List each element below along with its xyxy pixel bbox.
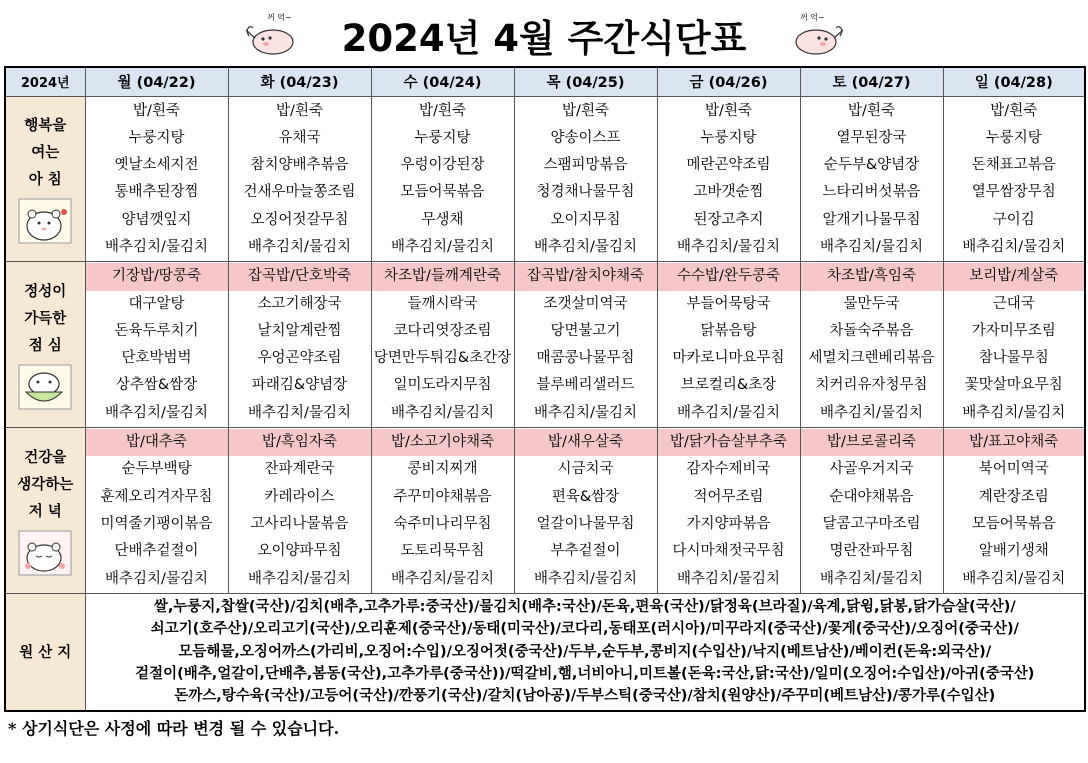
- dish-item: 느타리버섯볶음: [822, 184, 921, 201]
- dish-item: 무생채: [421, 211, 464, 228]
- origin-line: 돈까스,탕수육(국산)/고등어(국산)/깐풍기(국산)/갈치(남아공)/두부스틱(중국산)/참치(원양산)/주꾸미(베트남산)/콩가루(수입산): [174, 688, 996, 705]
- hamster-sleeping-icon: [18, 530, 72, 576]
- hamster-mascot-icon: [786, 10, 846, 58]
- dish-item: 얼갈이나물무침: [536, 515, 635, 532]
- hamster-bowl-icon: [18, 364, 72, 410]
- dish-item: 된장고추지: [693, 211, 764, 228]
- weekly-menu-table: [4, 66, 1086, 712]
- day-menu-cell: [800, 262, 943, 428]
- day-menu-cell: [514, 428, 657, 594]
- dish-item: 양송이스프: [550, 129, 621, 146]
- rice-porridge-item: 밥/소고기야채죽: [372, 429, 514, 456]
- rice-porridge-item: 밥/브로콜리죽: [801, 429, 943, 456]
- dish-item: 고사리나물볶음: [250, 515, 349, 532]
- dish-item: 가자미무조림: [971, 322, 1056, 339]
- day-header: 화 (04/23): [228, 67, 371, 96]
- dish-item: 알개기나물무침: [822, 211, 921, 228]
- dish-item: 대구알탕: [128, 295, 185, 312]
- dish-item: 근대국: [992, 295, 1035, 312]
- dish-item: 사골우거지국: [829, 461, 914, 478]
- dish-item: 미역줄기팽이볶음: [100, 515, 213, 532]
- day-menu-cell: [228, 96, 371, 262]
- dish-item: 배추김치/물김치: [962, 238, 1066, 255]
- rice-porridge-item: 차조밥/들깨계란죽: [372, 263, 514, 290]
- rice-porridge-item: 밥/흑임자죽: [229, 429, 371, 456]
- dish-item: 배추김치/물김치: [105, 570, 208, 587]
- dish-item: 배추김치/물김치: [391, 404, 494, 421]
- dish-item: 치커리유자청무침: [815, 377, 928, 394]
- hamster-waving-icon: [18, 198, 72, 244]
- dish-item: 고바갯순찜: [693, 184, 764, 201]
- rice-porridge-item: 밥/흰죽: [848, 102, 895, 119]
- day-header: 목 (04/25): [514, 67, 657, 96]
- dish-item: 모듬어묵볶음: [971, 515, 1056, 532]
- dish-item: 배추김치/물김치: [105, 404, 208, 421]
- dish-item: 청경채나물무침: [536, 184, 635, 201]
- origin-line: 쌀,누룽지,찹쌀(국산)/김치(배추,고추가루:중국산)/물김치(배추:국산)/돈육,편육(국산)/닭정육(브라질)/육계,닭윙,닭봉,닭가슴살(국산)/: [153, 598, 1016, 615]
- dish-item: 다시마채젓국무침: [672, 543, 785, 560]
- day-menu-cell: [371, 428, 514, 594]
- rice-porridge-item: 밥/표고야채죽: [944, 429, 1085, 456]
- dish-item: 참나물무침: [978, 350, 1049, 367]
- dish-item: 스팸피망볶음: [543, 157, 628, 174]
- dish-item: 배추김치/물김치: [677, 570, 780, 587]
- meal-label-line: 여는: [31, 145, 60, 162]
- origin-label: 원 산 지: [5, 593, 85, 711]
- dish-item: 통배추된장찜: [114, 184, 199, 201]
- dish-item: 오징어젓갈무침: [250, 211, 349, 228]
- dish-item: 꽃맛살마요무침: [964, 377, 1063, 394]
- day-menu-cell: [657, 96, 800, 262]
- rice-porridge-item: 기장밥/땅콩죽: [86, 263, 228, 290]
- meal-label-line: 건강을: [24, 449, 67, 466]
- dish-item: 배추김치/물김치: [248, 238, 351, 255]
- day-menu-cell: [85, 262, 228, 428]
- dish-item: 배추김치/물김치: [391, 570, 494, 587]
- day-menu-cell: [371, 96, 514, 262]
- dish-item: 북어미역국: [978, 461, 1049, 478]
- day-menu-cell: [943, 96, 1085, 262]
- dish-item: 배추김치/물김치: [534, 238, 637, 255]
- title-row: [0, 0, 1088, 64]
- dish-item: 숙주미나리무침: [393, 515, 492, 532]
- day-menu-cell: [85, 96, 228, 262]
- dish-item: 우엉곤약조림: [257, 350, 342, 367]
- dish-item: 부들어묵탕국: [686, 295, 771, 312]
- dish-item: 부추겉절이: [550, 543, 621, 560]
- rice-porridge-item: 밥/새우살죽: [515, 429, 657, 456]
- origin-line: 모듬해물,오징어까스(가리비,오징어:수입)/오징어젓(중국산)/두부,순두부,콩비지(수입산)/낙지(베트남산)/베이컨(돈육:외국산)/: [178, 643, 992, 660]
- meal-label-line: 점 심: [28, 338, 62, 355]
- rice-porridge-item: 밥/흰죽: [419, 102, 466, 119]
- dish-item: 배추김치/물김치: [677, 404, 780, 421]
- meal-row: [5, 428, 1085, 594]
- rice-porridge-item: 밥/흰죽: [133, 102, 180, 119]
- dish-item: 배추김치/물김치: [248, 404, 351, 421]
- dish-item: 브로컬리&초장: [680, 377, 777, 394]
- footnote: * 상기식단은 사정에 따라 변경 될 수 있습니다.: [8, 719, 340, 738]
- dish-item: 훈제오리겨자무침: [100, 488, 213, 505]
- meal-label-line: 행복을: [24, 118, 67, 135]
- dish-item: 순대야채볶음: [829, 488, 914, 505]
- dish-item: 닭볶음탕: [700, 322, 757, 339]
- dish-item: 배추김치/물김치: [820, 570, 923, 587]
- dish-item: 조갯살미역국: [543, 295, 628, 312]
- dish-item: 잔파계란국: [264, 461, 335, 478]
- dish-item: 카레라이스: [264, 488, 335, 505]
- dish-item: 파래김&양념장: [251, 377, 348, 394]
- meal-label: [5, 262, 85, 428]
- meal-label-line: 저 녁: [28, 503, 62, 520]
- day-menu-cell: [228, 428, 371, 594]
- page-title: 2024년 4월 주간식단표: [341, 17, 747, 60]
- dish-item: 배추김치/물김치: [105, 238, 208, 255]
- day-menu-cell: [800, 96, 943, 262]
- day-menu-cell: [371, 262, 514, 428]
- meal-label-line: 아 침: [28, 172, 62, 189]
- day-menu-cell: [657, 428, 800, 594]
- dish-item: 순두부백탕: [121, 461, 192, 478]
- dish-item: 소고기해장국: [257, 295, 342, 312]
- rice-porridge-item: 밥/흰죽: [705, 102, 752, 119]
- dish-item: 열무쌈장무침: [971, 184, 1056, 201]
- rice-porridge-item: 밥/흰죽: [562, 102, 609, 119]
- dish-item: 달콤고구마조림: [822, 515, 921, 532]
- rice-porridge-item: 수수밥/완두콩죽: [658, 263, 800, 290]
- dish-item: 오이지무침: [550, 211, 621, 228]
- rice-porridge-item: 밥/대추죽: [86, 429, 228, 456]
- header-row: [5, 67, 1085, 96]
- dish-item: 적어무조림: [693, 488, 764, 505]
- dish-item: 명란잔파무침: [829, 543, 914, 560]
- dish-item: 계란장조림: [978, 488, 1049, 505]
- year-header: 2024년: [5, 67, 85, 96]
- day-menu-cell: [514, 96, 657, 262]
- meal-label-line: 생각하는: [17, 476, 74, 493]
- dish-item: 물만두국: [843, 295, 900, 312]
- dish-item: 세멸치크렌베리볶음: [808, 350, 935, 367]
- dish-item: 단호박범벅: [121, 350, 192, 367]
- dish-item: 감자수제비국: [686, 461, 771, 478]
- day-header: 월 (04/22): [85, 67, 228, 96]
- rice-porridge-item: 밥/닭가슴살부추죽: [658, 429, 800, 456]
- dish-item: 순두부&양념장: [823, 157, 920, 174]
- dish-item: 매콤콩나물무침: [536, 350, 635, 367]
- dish-item: 당면불고기: [550, 322, 621, 339]
- dish-item: 배추김치/물김치: [677, 238, 780, 255]
- dish-item: 배추김치/물김치: [534, 570, 637, 587]
- dish-item: 건새우마늘쫑조림: [243, 184, 356, 201]
- dish-item: 배추김치/물김치: [820, 238, 923, 255]
- day-header: 토 (04/27): [800, 67, 943, 96]
- dish-item: 들깨시락국: [407, 295, 478, 312]
- day-menu-cell: [657, 262, 800, 428]
- dish-item: 블루베리샐러드: [536, 377, 635, 394]
- meal-row: [5, 262, 1085, 428]
- rice-porridge-item: 보리밥/게살죽: [944, 263, 1085, 290]
- dish-item: 배추김치/물김치: [820, 404, 923, 421]
- dish-item: 메란곤약조림: [686, 157, 771, 174]
- dish-item: 일미도라지무침: [393, 377, 492, 394]
- dish-item: 누룽지탕: [700, 129, 757, 146]
- dish-item: 옛날소세지전: [114, 157, 199, 174]
- origin-list: [85, 593, 1085, 711]
- dish-item: 유채국: [278, 129, 321, 146]
- origin-line: 겉절이(배추,얼갈이,단배추,봄동(국산),고추가루(중국산))/떡갈비,햄,너비아니,미트볼(돈육:국산,닭:국산)/일미(오징어:수입산)/아귀(중국산): [135, 666, 1035, 683]
- day-menu-cell: [85, 428, 228, 594]
- rice-porridge-item: 밥/흰죽: [990, 102, 1038, 119]
- dish-item: 배추김치/물김치: [391, 238, 494, 255]
- dish-item: 코다리엿장조림: [393, 322, 492, 339]
- dish-item: 참치양배추볶음: [250, 157, 349, 174]
- dish-item: 차돌숙주볶음: [829, 322, 914, 339]
- day-menu-cell: [800, 428, 943, 594]
- dish-item: 상추쌈&쌈장: [115, 377, 198, 394]
- rice-porridge-item: 밥/흰죽: [276, 102, 323, 119]
- meal-label: [5, 428, 85, 594]
- dish-item: 날치알계란찜: [257, 322, 342, 339]
- rice-porridge-item: 차조밥/흑임죽: [801, 263, 943, 290]
- rice-porridge-item: 잡곡밥/참치야채죽: [515, 263, 657, 290]
- day-header: 수 (04/24): [371, 67, 514, 96]
- meal-label-line: 가득한: [24, 311, 67, 328]
- dish-item: 당면만두튀김&초간장: [373, 350, 512, 367]
- meal-label-line: 정성이: [24, 284, 67, 301]
- dish-item: 양념깻잎지: [121, 211, 192, 228]
- day-menu-cell: [514, 262, 657, 428]
- dish-item: 배추김치/물김치: [248, 570, 351, 587]
- dish-item: 오이양파무침: [257, 543, 342, 560]
- dish-item: 알배기생채: [978, 543, 1049, 560]
- dish-item: 단배추겉절이: [114, 543, 199, 560]
- day-menu-cell: [228, 262, 371, 428]
- dish-item: 주꾸미야채볶음: [393, 488, 492, 505]
- dish-item: 누룽지탕: [128, 129, 185, 146]
- dish-item: 모듬어묵볶음: [400, 184, 485, 201]
- day-menu-cell: [943, 428, 1085, 594]
- dish-item: 도토리묵무침: [400, 543, 485, 560]
- origin-line: 쇠고기(호주산)/오리고기(국산)/오리훈제(중국산)/동태(미국산)/코다리,동태포(러시아)/미꾸라지(중국산)/꽃게(중국산)/오징어(중국산)/: [150, 621, 1019, 638]
- dish-item: 마카로니마요무침: [672, 350, 785, 367]
- dish-item: 우렁이강된장: [400, 157, 485, 174]
- dish-item: 열무된장국: [836, 129, 907, 146]
- day-header: 일 (04/28): [943, 67, 1085, 96]
- dish-item: 배추김치/물김치: [962, 570, 1066, 587]
- origin-row: [5, 593, 1085, 711]
- rice-porridge-item: 잡곡밥/단호박죽: [229, 263, 371, 290]
- dish-item: 누룽지탕: [985, 129, 1042, 146]
- dish-item: 가지양파볶음: [686, 515, 771, 532]
- dish-item: 배추김치/물김치: [534, 404, 637, 421]
- svg-text:꺼 억~: 꺼 억~: [267, 13, 292, 22]
- dish-item: 배추김치/물김치: [962, 404, 1066, 421]
- day-header: 금 (04/26): [657, 67, 800, 96]
- meal-row: [5, 96, 1085, 262]
- dish-item: 누룽지탕: [414, 129, 471, 146]
- svg-text:꺼 억~: 꺼 억~: [800, 13, 825, 22]
- meal-label: [5, 96, 85, 262]
- dish-item: 시금치국: [557, 461, 614, 478]
- dish-item: 콩비지찌개: [407, 461, 478, 478]
- day-menu-cell: [943, 262, 1085, 428]
- dish-item: 구이김: [992, 211, 1035, 228]
- dish-item: 돈채표고볶음: [971, 157, 1056, 174]
- dish-item: 돈육두루치기: [114, 322, 199, 339]
- dish-item: 편육&쌈장: [551, 488, 620, 505]
